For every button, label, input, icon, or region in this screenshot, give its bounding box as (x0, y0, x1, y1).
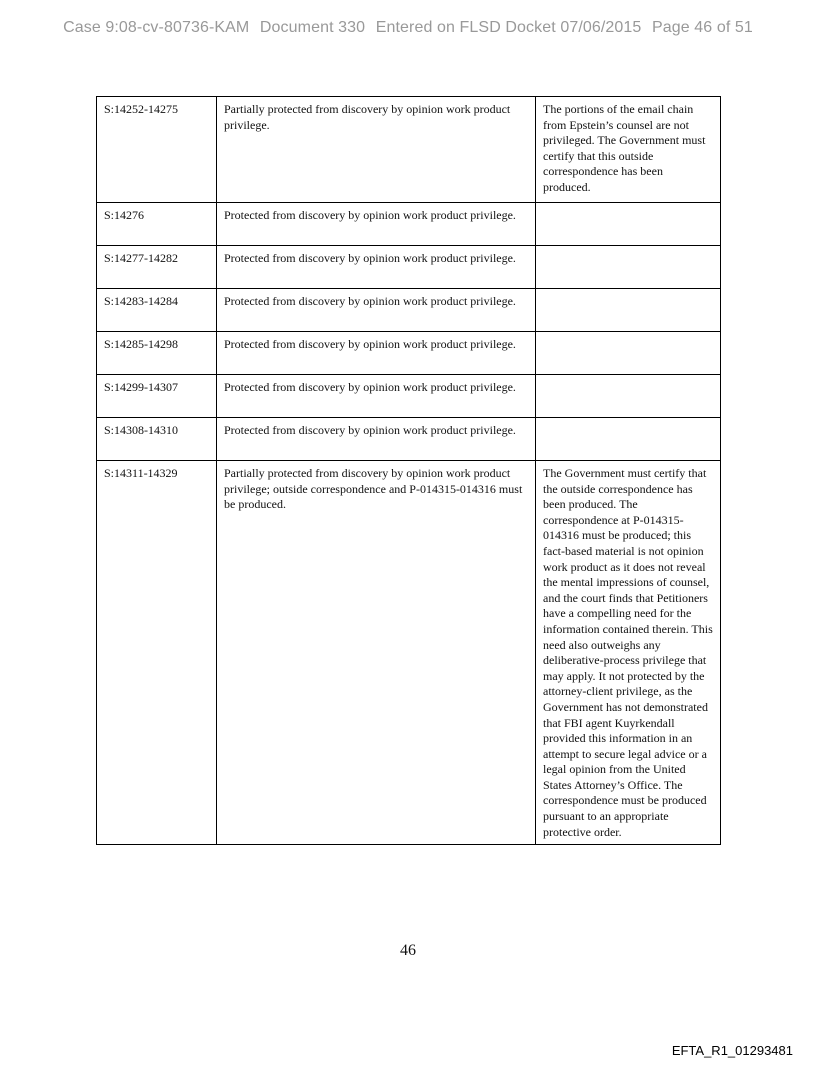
comment-cell (536, 246, 721, 289)
table-row (97, 203, 721, 246)
privilege-log-table (96, 96, 721, 845)
table-row (97, 246, 721, 289)
comment-cell (536, 289, 721, 332)
ruling-cell: Protected from discovery by opinion work product privilege. (217, 418, 536, 461)
ruling-cell: Partially protected from discovery by opinion work product privilege. (217, 97, 536, 203)
comment-cell: The Government must certify that the outside correspondence has been produced. The correspondence at P-014315-014316 must be produced; this fact-based material is not opinion work product as it does not reveal the mental impressions of counsel, and the court finds that Petitioners have a compelling need for the information contained therein. This need also outweighs any deliberative-process privilege that may apply. It not protected by the attorney-client privilege, as the Government has not demonstrated that FBI agent Kuyrkendall provided this information in an attempt to secure legal advice or a legal opinion from the United States Attorney’s Office. The correspondence must be produced pursuant to an appropriate protective order. (536, 461, 721, 845)
table-row (97, 418, 721, 461)
ruling-cell: Protected from discovery by opinion work product privilege. (217, 375, 536, 418)
table-row (97, 461, 721, 845)
comment-cell: The portions of the email chain from Epstein’s counsel are not privileged. The Government must certify that this outside correspondence has been produced. (536, 97, 721, 203)
comment-cell (536, 418, 721, 461)
table-row (97, 332, 721, 375)
bates-cell: S:14311-14329 (97, 461, 217, 845)
entered-date: Entered on FLSD Docket 07/06/2015 (375, 19, 642, 36)
table-row (97, 375, 721, 418)
page-number: 46 (400, 942, 416, 959)
table-row (97, 97, 721, 203)
page-indicator: Page 46 of 51 (651, 19, 753, 36)
case-number: Case 9:08-cv-80736-KAM (63, 19, 250, 36)
bates-cell: S:14285-14298 (97, 332, 217, 375)
bates-cell: S:14252-14275 (97, 97, 217, 203)
bates-cell: S:14276 (97, 203, 217, 246)
ruling-cell: Protected from discovery by opinion work product privilege. (217, 332, 536, 375)
docket-header (0, 19, 816, 37)
bates-cell: S:14277-14282 (97, 246, 217, 289)
bates-cell: S:14299-14307 (97, 375, 217, 418)
ruling-cell: Protected from discovery by opinion work product privilege. (217, 246, 536, 289)
comment-cell (536, 375, 721, 418)
ruling-cell: Protected from discovery by opinion work product privilege. (217, 203, 536, 246)
ruling-cell: Partially protected from discovery by opinion work product privilege; outside correspondence and P-014315-014316 must be produced. (217, 461, 536, 845)
document-number: Document 330 (259, 19, 366, 36)
bates-cell: S:14283-14284 (97, 289, 217, 332)
comment-cell (536, 203, 721, 246)
bates-cell: S:14308-14310 (97, 418, 217, 461)
table-row (97, 289, 721, 332)
comment-cell (536, 332, 721, 375)
ruling-cell: Protected from discovery by opinion work product privilege. (217, 289, 536, 332)
bates-footer-id: EFTA_R1_01293481 (671, 1043, 793, 1058)
